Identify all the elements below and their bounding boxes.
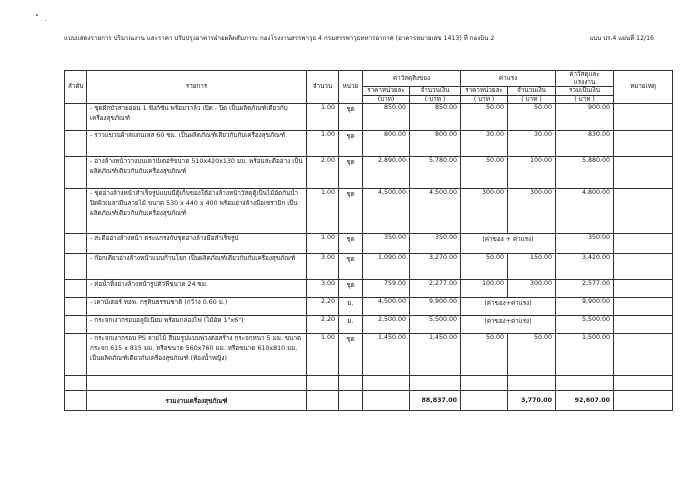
material-amount: 2,277.00 xyxy=(410,280,461,298)
item-qty: 2.20 xyxy=(307,298,339,316)
col-no: ลำดับ xyxy=(65,71,87,104)
item-unit: ชุด xyxy=(339,254,363,280)
material-amount: 5,500.00 xyxy=(410,316,461,334)
item-unit: ชุด xyxy=(339,131,363,157)
material-amount: 850.00 xyxy=(410,104,461,131)
document-header xyxy=(64,33,654,43)
labor-unit-price: 50.00 xyxy=(461,254,508,280)
unit-label: ( บาท ) xyxy=(410,95,461,104)
total-row xyxy=(65,391,673,411)
item-total: 5,500.00 xyxy=(556,316,614,334)
material-amount: 3,270.00 xyxy=(410,254,461,280)
col-labor-group: ค่าแรง xyxy=(461,71,556,87)
table-row xyxy=(65,376,673,391)
item-qty: 3.00 xyxy=(307,280,339,298)
table-row xyxy=(65,189,673,234)
table-row xyxy=(65,104,673,131)
material-amount: 5,780.00 xyxy=(410,157,461,189)
item-total: 900.00 xyxy=(556,104,614,131)
item-qty: 1.00 xyxy=(307,234,339,254)
item-qty: 1.00 xyxy=(307,104,339,131)
item-description: - กระจกเงากรอบอลูมิเนียม พร้อมกล่องไฟ (ไม้อัด 1"x6") xyxy=(87,316,307,334)
item-total: 350.00 xyxy=(556,234,614,254)
item-description: - ก๊อกเดี่ยวอ่างล้างหน้าแบบก้านโยก เป็นผลิตภัณฑ์เดียวกันกับเครื่องสุขภัณฑ์ xyxy=(87,254,307,280)
material-amount: 800.00 xyxy=(410,131,461,157)
material-unit-price: 800.00 xyxy=(363,131,410,157)
item-description: - ชุดฝักบัวสายอ่อน 1 ฟังก์ชัน พร้อมวาล์ว เปิด - ปิด เป็นผลิตภัณฑ์เดียวกับเครื่องสุขภัณฑ์ xyxy=(87,104,307,131)
item-description: - ชุดอ่างล้างหน้าสำเร็จรูปแบบมีตู้เก็บของใต้อ่างล้างหน้าวัสดุตู้เป็นไม้อัดกันน้ำปิดผิวเมลามีนลายไม้ ขนาด 530 x 440 x 400 พร้อมอ่างล้างมือเซรามิก เป็นผลิตภัณฑ์เดียวกันกับเครื่องสุขภัณฑ์ xyxy=(87,189,307,234)
labor-unit-price: 300.00 xyxy=(461,189,508,234)
item-total: 5,880.00 xyxy=(556,157,614,189)
document-title: แบบแสดงรายการ ปริมาณงาน และราคา ปรับปรุงอาคารฝ่ายผลิตสัมภาระ กองโรงงานสรรพาวุธ 4 กรมสรรพาวุธทหารอากาศ (อาคารหมายเลข 1413) ที่ กองบิน 2 xyxy=(64,35,495,42)
col-unit: หน่วย xyxy=(339,71,363,104)
labor-unit-price: 50.00 xyxy=(461,334,508,376)
item-description: - ท่อน้ำทิ้งอ่างล้างหน้ารูปตัวพีขนาด 24 ซม. xyxy=(87,280,307,298)
page-number: แบบ ปร.4 แผ่นที่ 12/16 xyxy=(589,35,654,42)
grand-total: 92,607.00 xyxy=(556,391,614,411)
col-unit-price: ราคาหน่วยละ xyxy=(363,87,410,96)
material-unit-price: 4,500.00 xyxy=(363,189,410,234)
item-qty: 1.00 xyxy=(307,334,339,376)
item-total: 4,800.00 xyxy=(556,189,614,234)
item-description: - กระจกเงากรอบ PS ลายไม้ สีนมรูปแบบพ่วงต่อสร้าง กระจกหนา 5 มม. ขนาดกระจก 615 x 815 มม. หรือขนาด 560x760 มม. หรือขนาด 610x810 มม. เป็นผลิตภัณฑ์เดียวกับเครื่องสุขภัณฑ์ (ห้องน้ำหญิง) xyxy=(87,334,307,376)
material-unit-price: 1,090.00 xyxy=(363,254,410,280)
item-description: - สะดืออ่างล้างหน้า ตระแกรงกับชุดอ่างล้างมือสำเร็จรูป xyxy=(87,234,307,254)
material-unit-price: 4,500.00 xyxy=(363,298,410,316)
header-row xyxy=(65,71,673,87)
labor-unit-price: 50.00 xyxy=(461,104,508,131)
labor-amount: 30.00 xyxy=(508,131,556,157)
material-amount: 4,500.00 xyxy=(410,189,461,234)
item-unit: ชุด xyxy=(339,334,363,376)
table-row xyxy=(65,298,673,316)
item-total: 9,900.00 xyxy=(556,298,614,316)
item-total: 3,420.00 xyxy=(556,254,614,280)
scan-speck xyxy=(45,20,46,21)
material-unit-price: 759.00 xyxy=(363,280,410,298)
item-unit: ชุด xyxy=(339,280,363,298)
total-labor: 3,770.00 xyxy=(508,391,556,411)
item-unit: ชุด xyxy=(339,104,363,131)
total-label: รวมงานเครื่องสุขภัณฑ์ xyxy=(87,391,307,411)
table-row xyxy=(65,157,673,189)
material-unit-price: 850.00 xyxy=(363,104,410,131)
table-row xyxy=(65,280,673,298)
material-unit-price: 2,500.00 xyxy=(363,316,410,334)
labor-amount: 300.00 xyxy=(508,189,556,234)
item-total: 1,500.00 xyxy=(556,334,614,376)
item-unit: ชุด xyxy=(339,189,363,234)
col-remark: หมายเหตุ xyxy=(614,71,673,104)
col-labor-amount: จำนวนเงิน xyxy=(508,87,556,96)
combined-cost-note: (ค่าของ+ค่าแรง) xyxy=(461,316,556,334)
item-unit: ม. xyxy=(339,298,363,316)
unit-label: ( บาท ) xyxy=(508,95,556,104)
table-row xyxy=(65,131,673,157)
item-description: - เคาน์เตอร์ ทอพ. กรุหินธรรมชาติ (กว้าง 0.60 ม.) xyxy=(87,298,307,316)
item-description: - อ่างล้างหน้าวางบนเคาน์เตอร์ขนาด 510x420x130 มม. พร้อมสะดืออ่าง เป็นผลิตภัณฑ์เดียวกันกับเครื่องสุขภัณฑ์ xyxy=(87,157,307,189)
labor-amount: 150.00 xyxy=(508,254,556,280)
unit-label: (บาท) xyxy=(363,95,410,104)
total-material: 88,837.00 xyxy=(410,391,461,411)
scan-speck xyxy=(36,14,38,16)
labor-amount: 50.00 xyxy=(508,104,556,131)
item-total: 830.00 xyxy=(556,131,614,157)
table-row xyxy=(65,234,673,254)
col-total-group: ค่าวัสดุและแรงงาน xyxy=(556,71,614,87)
combined-cost-note: (ค่าของ + ค่าแรง) xyxy=(461,234,556,254)
item-qty: 1.00 xyxy=(307,189,339,234)
item-unit: ชุด xyxy=(339,157,363,189)
item-qty: 3.00 xyxy=(307,254,339,280)
labor-amount: 100.00 xyxy=(508,157,556,189)
material-unit-price: 350.00 xyxy=(363,234,410,254)
material-amount: 9,900.00 xyxy=(410,298,461,316)
material-unit-price: 1,450.00 xyxy=(363,334,410,376)
labor-unit-price: 100.00 xyxy=(461,280,508,298)
col-qty: จำนวน xyxy=(307,71,339,104)
unit-label: ( บาท ) xyxy=(461,95,508,104)
labor-unit-price: 30.00 xyxy=(461,131,508,157)
unit-label: ( บาท ) xyxy=(556,95,614,104)
material-unit-price: 2,890.00 xyxy=(363,157,410,189)
labor-amount: 50.00 xyxy=(508,334,556,376)
col-item: รายการ xyxy=(87,71,307,104)
item-total: 2,577.00 xyxy=(556,280,614,298)
labor-unit-price: 50.00 xyxy=(461,157,508,189)
labor-amount: 300.00 xyxy=(508,280,556,298)
table-row xyxy=(65,334,673,376)
item-unit: ม. xyxy=(339,316,363,334)
material-amount: 350.00 xyxy=(410,234,461,254)
table-row xyxy=(65,254,673,280)
bill-of-quantities-table xyxy=(64,70,673,411)
item-qty: 1.00 xyxy=(307,131,339,157)
item-unit: ชุด xyxy=(339,234,363,254)
item-description: - ราวแขวนผ้าสแตนเลส 60 ซม. เป็นผลิตภัณฑ์เดียวกับกับเครื่องสุขภัณฑ์ xyxy=(87,131,307,157)
table-row xyxy=(65,316,673,334)
col-material-group: ค่าวัสดุสิ่งของ xyxy=(363,71,461,87)
combined-cost-note: (ค่าของ+ค่าแรง) xyxy=(461,298,556,316)
item-qty: 2.00 xyxy=(307,157,339,189)
col-labor-unit: ราคาหน่วยละ xyxy=(461,87,508,96)
col-amount: จำนวนเงิน xyxy=(410,87,461,96)
col-sum: รวมเป็นเงิน xyxy=(556,87,614,96)
material-amount: 1,450.00 xyxy=(410,334,461,376)
item-qty: 2.20 xyxy=(307,316,339,334)
